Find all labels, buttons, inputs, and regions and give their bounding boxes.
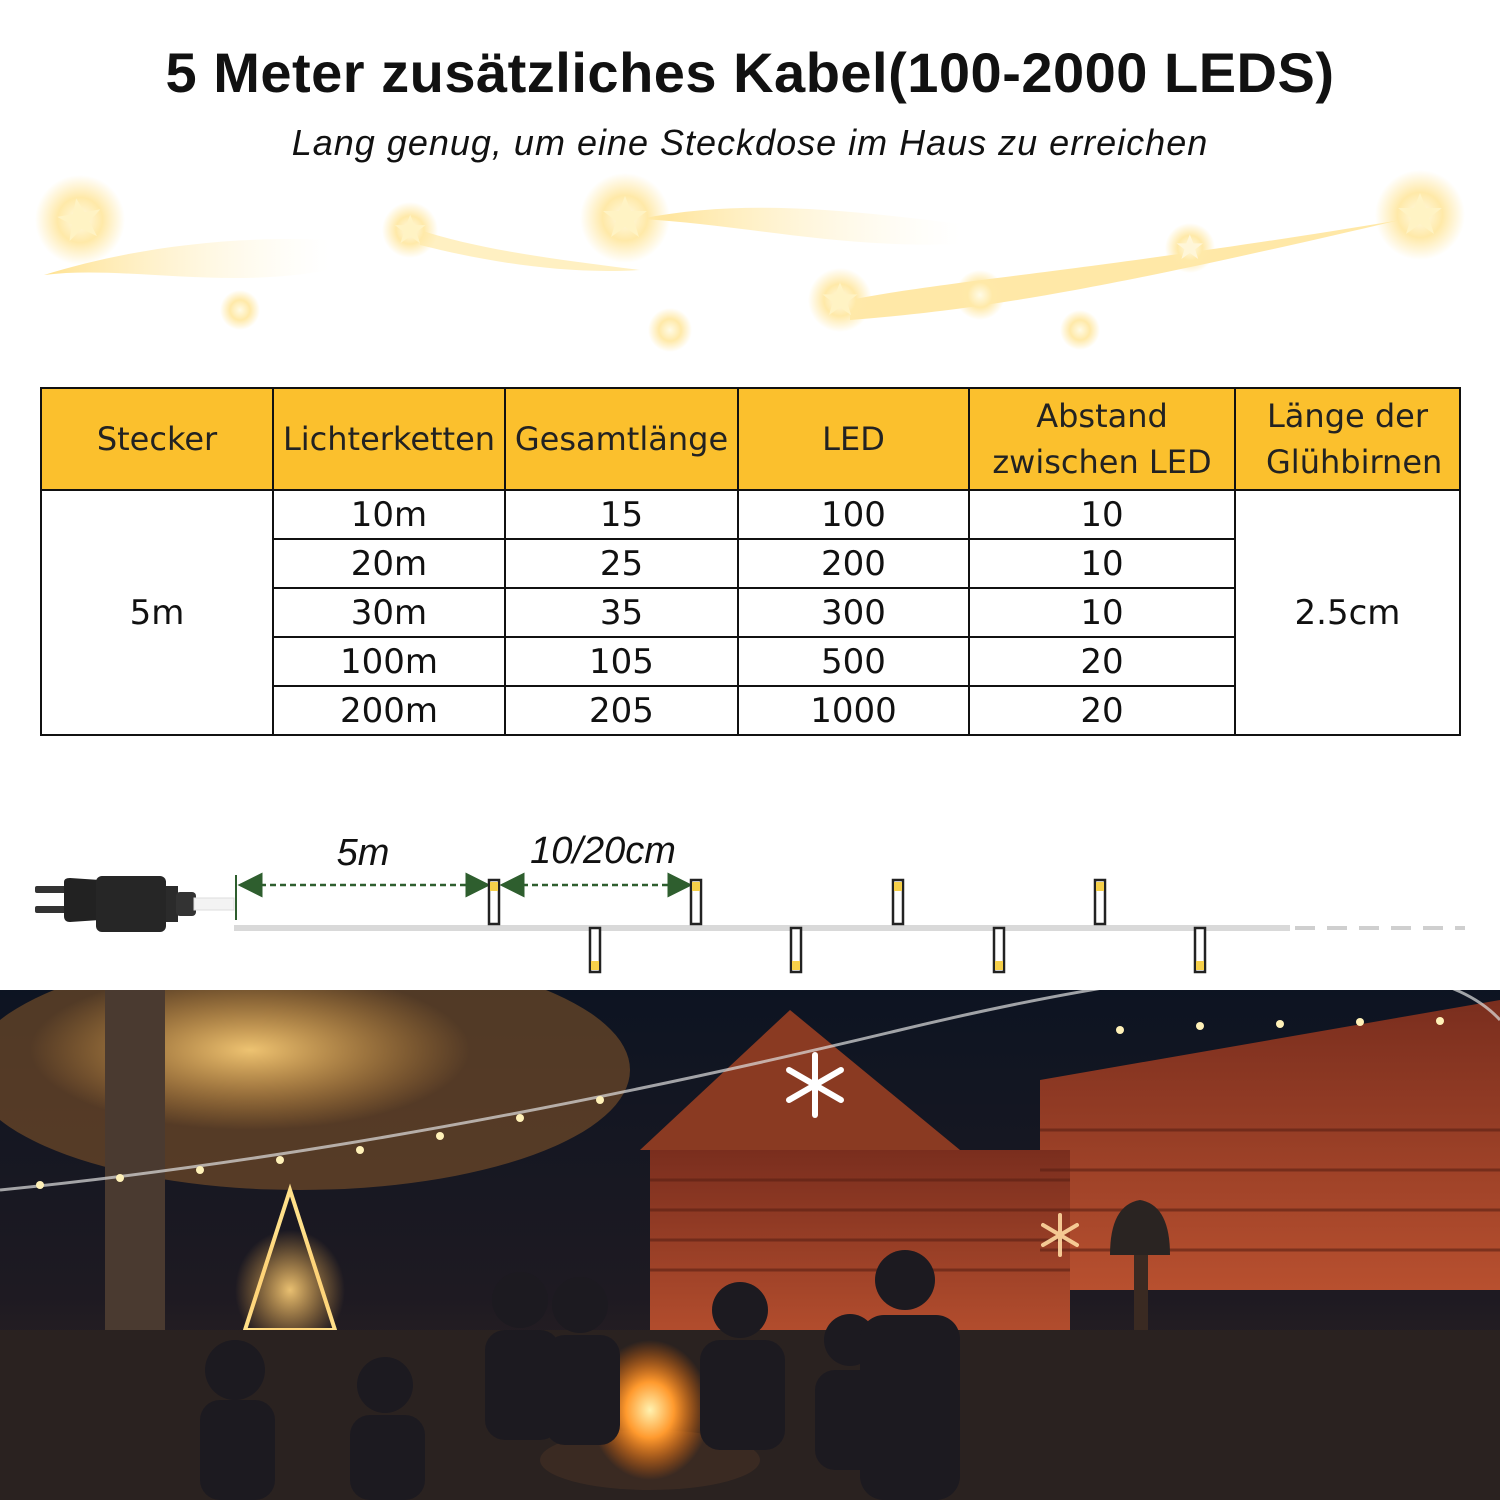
page-title: 5 Meter zusätzliches Kabel(100-2000 LEDS) xyxy=(165,41,1335,104)
table-cell: 205 xyxy=(505,686,738,735)
table-cell: 25 xyxy=(505,539,738,588)
table-cell: 100 xyxy=(738,490,969,539)
led-spacing-label: 10/20cm xyxy=(530,830,676,872)
bulb-length-cell: 2.5cm xyxy=(1235,490,1460,735)
shooting-stars-decoration xyxy=(0,160,1500,380)
column-header: Lichterketten xyxy=(273,388,505,490)
table-cell: 1000 xyxy=(738,686,969,735)
table-cell: 10m xyxy=(273,490,505,539)
cable-spacing-diagram xyxy=(0,820,1500,990)
table-cell: 30m xyxy=(273,588,505,637)
table-cell: 15 xyxy=(505,490,738,539)
table-cell: 200m xyxy=(273,686,505,735)
table-cell: 10 xyxy=(969,588,1235,637)
table-cell: 20 xyxy=(969,686,1235,735)
table-cell: 300 xyxy=(738,588,969,637)
star-icon xyxy=(850,170,1465,320)
star-icon xyxy=(220,270,1100,352)
table-cell: 100m xyxy=(273,637,505,686)
star-icon xyxy=(580,173,960,263)
star-icon xyxy=(35,175,329,278)
power-plug-icon xyxy=(35,876,234,932)
column-header: LED xyxy=(738,388,969,490)
table-cell: 10 xyxy=(969,490,1235,539)
lifestyle-photo xyxy=(0,990,1500,1500)
plug-length-cell: 5m xyxy=(41,490,273,735)
column-header: Stecker xyxy=(41,388,273,490)
table-cell: 105 xyxy=(505,637,738,686)
table-row xyxy=(41,490,1460,539)
column-header: Abstand zwischen LED xyxy=(969,388,1235,490)
column-header: Gesamtlänge xyxy=(505,388,738,490)
page-subtitle: Lang genug, um eine Steckdose im Haus zu erreichen xyxy=(291,122,1209,163)
star-icon xyxy=(1165,223,1215,273)
table-cell: 500 xyxy=(738,637,969,686)
table-cell: 200 xyxy=(738,539,969,588)
column-header: Länge der Glühbirnen xyxy=(1235,388,1460,490)
table-cell: 10 xyxy=(969,539,1235,588)
lead-length-label: 5m xyxy=(336,832,390,874)
table-cell: 20 xyxy=(969,637,1235,686)
table-header-row xyxy=(41,388,1460,490)
star-icon xyxy=(808,268,872,332)
specification-table xyxy=(40,387,1461,736)
table-cell: 35 xyxy=(505,588,738,637)
table-cell: 20m xyxy=(273,539,505,588)
